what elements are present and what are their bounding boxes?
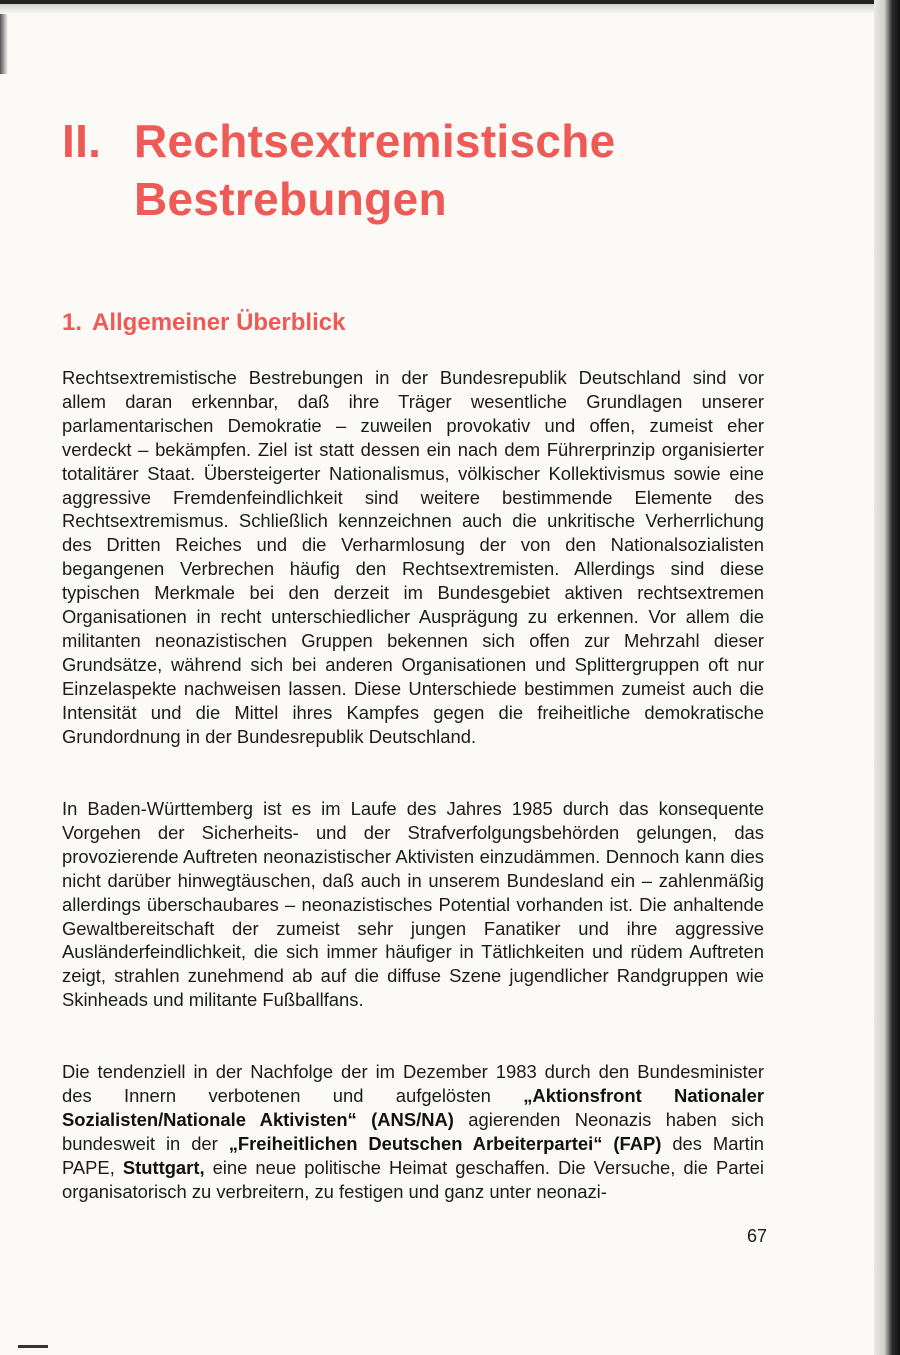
paragraph-3-text-4: eine neue politische Heimat geschaffen. Die Versuche, die Partei organisatorisch zu verbreitern, zu festigen und ganz unter neonazi- <box>62 1156 765 1202</box>
section-title <box>62 308 345 338</box>
chapter-title-line-1: Rechtsextremistische <box>134 115 616 167</box>
page-left-edge-mark <box>0 14 8 74</box>
paragraph-2: In Baden-Württemberg ist es im Laufe des Jahres 1985 durch das konsequente Vorgehen der Sicherheits- und der Strafverfolgungsbehörden gelungen, das provozierende Auftreten neonazistischer Aktivisten einzudämmen. Dennoch kann dies nicht darüber hinwegtäuschen, daß auch in unserem Bundesland ein – zahlenmäßig allerdings überschaubares – neonazistisches Potential vorhanden ist. Die anhaltende Gewaltbereitschaft der zumeist sehr jungen Fanatiker und ihre aggressive Ausländerfeindlichkeit, die sich immer häufiger in Tätlichkeiten und rüdem Auftreten zeigt, strahlen zunehmend ab auf die diffuse Szene jugendlicher Randgruppen wie Skinheads und militante Fußballfans. <box>62 798 764 1011</box>
paragraph-3-text-2: agierenden Neonazis haben sich bundesweit in der <box>62 1108 764 1154</box>
paragraph-1: Rechtsextremistische Bestrebungen in der Bundesrepublik Deutschland sind vor allem daran erkennbar, daß ihre Träger wesentliche Grundlagen unserer parlamentarischen Demokratie – zuweilen provokativ und offen, zumeist eher verdeckt – bekämpfen. Ziel ist statt dessen ein nach dem Führerprinzip organisierter totalitärer Staat. Übersteigerter Nationalismus, völkischer Kollektivismus sowie eine aggressive Fremdenfeindlichkeit sind weitere bestimmende Elemente des Rechtsextremismus. Schließlich kennzeichnen auch die unkritische Verherrlichung des Dritten Reiches und die Verharmlosung der von den Nationalsozialisten begangenen Verbrechen häufig den Rechtsextremisten. Allerdings sind diese typischen Merkmale bei den derzeit im Bundesgebiet aktiven rechtsextremen Organisationen in recht unterschiedlicher Ausprägung zu erkennen. Vor allem die militanten neonazistischen Gruppen bekennen sich offen zur Mehrzahl dieser Grundsätze, während sich bei anderen Organisationen und Splittergruppen oft nur Einzelaspekte nachweisen lassen. Diese Unterschiede bestimmen zumeist auch die Intensität und die Mittel ihres Kampfes gegen die freiheitliche demokratische Grundordnung in der Bundesrepublik Deutschland. <box>62 367 764 747</box>
page-number: 67 <box>746 1226 767 1246</box>
paragraph-3-bold-fap: „Freiheitlichen Deutschen Arbeiterpartei“ (FAP) <box>228 1132 662 1154</box>
section-number: 1. <box>62 309 83 336</box>
chapter-title <box>62 112 616 228</box>
paragraph-3-bold-ans-na: „Aktionsfront Nationaler Sozialisten/Nationale Aktivisten“ (ANS/NA) <box>62 1084 764 1130</box>
page-top-shadow <box>0 4 900 14</box>
chapter-number: II. <box>62 115 102 167</box>
chapter-title-line-2: Bestrebungen <box>134 173 447 225</box>
section-title-text: Allgemeiner Überblick <box>92 309 346 336</box>
paragraph-3-bold-stuttgart: Stuttgart, <box>122 1156 205 1178</box>
page-bottom-edge-mark <box>18 1345 48 1348</box>
page-right-edge-binding <box>874 0 900 1355</box>
paragraph-3 <box>62 1060 764 1203</box>
paragraph-3-text-3: des Martin PAPE, <box>62 1132 765 1178</box>
paragraph-3-text-1: Die tendenziell in der Nachfolge der im Dezember 1983 durch den Bundesminister des Innern verbotenen und aufgelösten <box>62 1061 764 1106</box>
